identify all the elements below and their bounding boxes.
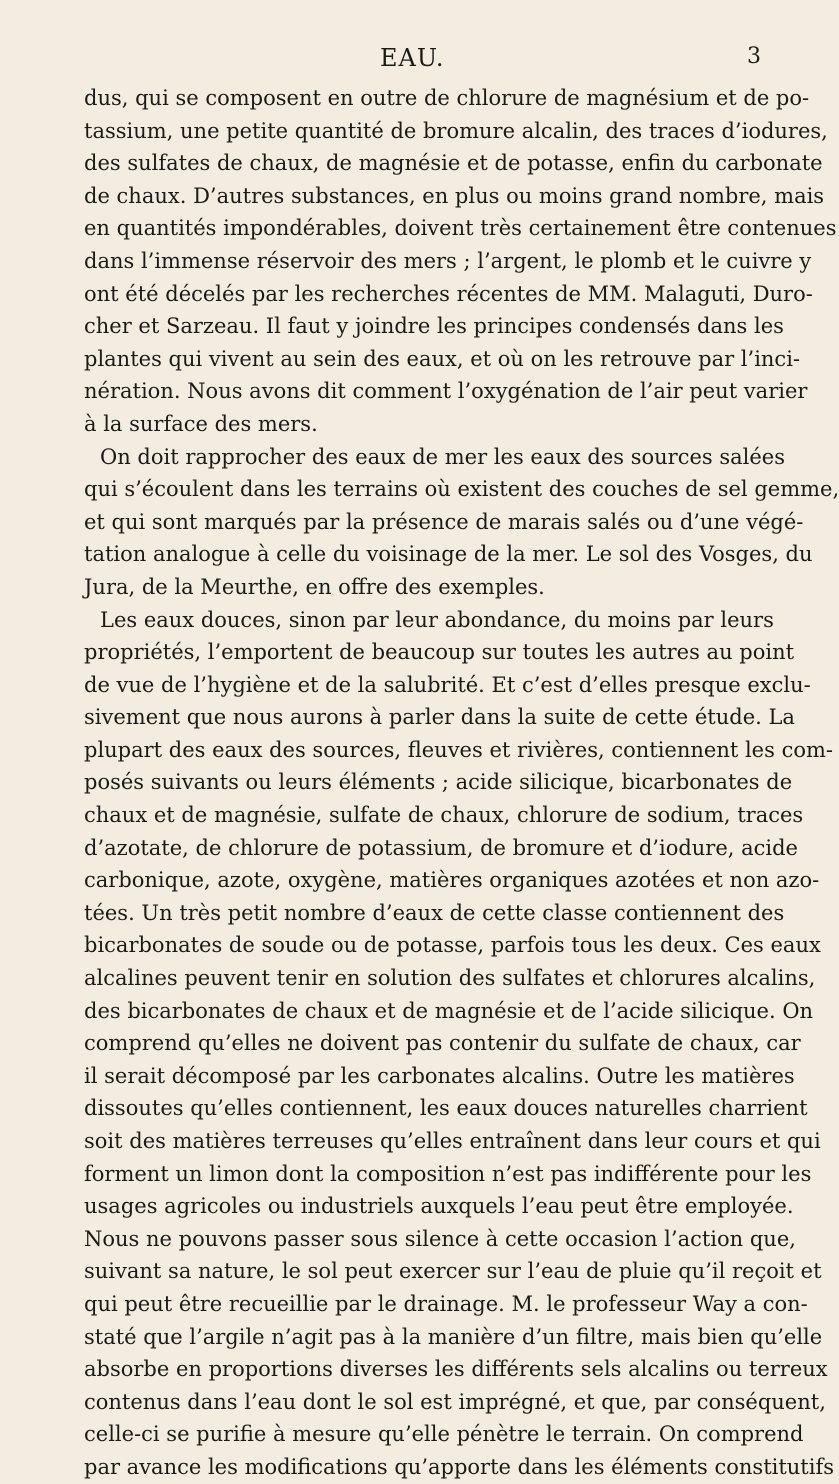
text-line: tation analogue à celle du voisinage de la mer. Le sol des Vosges, du: [84, 542, 813, 567]
text-line: forment un limon dont la composition n’est pas indifférente pour les: [84, 1161, 812, 1186]
text-line: contenus dans l’eau dont le sol est imprégné, et que, par conséquent,: [84, 1389, 826, 1414]
text-line: propriétés, l’emportent de beaucoup sur toutes les autres au point: [84, 640, 795, 665]
page-number: 3: [747, 44, 761, 69]
text-line: tées. Un très petit nombre d’eaux de cette classe contiennent des: [84, 900, 785, 925]
text-line: qui peut être recueillie par le drainage. M. le professeur Way a con-: [84, 1291, 808, 1316]
text-line: alcalines peuvent tenir en solution des sulfates et chlorures alcalins,: [84, 966, 816, 991]
text-line: ont été décelés par les recherches récentes de MM. Malaguti, Duro-: [84, 281, 813, 306]
text-line: dissoutes qu’elles contiennent, les eaux douces naturelles charrient: [84, 1096, 808, 1121]
text-line: celle-ci se purifie à mesure qu’elle pénètre le terrain. On comprend: [84, 1422, 804, 1447]
text-line: de chaux. D’autres substances, en plus ou moins grand nombre, mais: [84, 183, 825, 208]
text-line: staté que l’argile n’agit pas à la manière d’un filtre, mais bien qu’elle: [84, 1324, 823, 1349]
text-line: posés suivants ou leurs éléments ; acide silicique, bicarbonates de: [84, 770, 793, 795]
text-line: usages agricoles ou industriels auxquels l’eau peut être employée.: [84, 1194, 794, 1219]
text-line: plupart des eaux des sources, fleuves et rivières, contiennent les com-: [84, 737, 833, 762]
text-line: et qui sont marqués par la présence de marais salés ou d’une végé-: [84, 509, 804, 534]
running-title: EAU.: [380, 44, 445, 72]
paragraph-start-line: Les eaux douces, sinon par leur abondance, du moins par leurs: [100, 607, 774, 632]
text-line: sivement que nous aurons à parler dans la suite de cette étude. La: [84, 705, 795, 730]
text-line: dus, qui se composent en outre de chlorure de magnésium et de po-: [84, 86, 810, 110]
paragraph-start-line: On doit rapprocher des eaux de mer les eaux des sources salées: [100, 444, 785, 469]
text-line: Nous ne pouvons passer sous silence à cette occasion l’action que,: [84, 1226, 796, 1251]
text-line: en quantités impondérables, doivent très certainement être contenues: [84, 216, 837, 241]
text-line: cher et Sarzeau. Il faut y joindre les principes condensés dans les: [84, 314, 784, 339]
text-line: par avance les modifications qu’apporte dans les éléments constitutifs: [84, 1454, 835, 1479]
text-line: nération. Nous avons dit comment l’oxygénation de l’air peut varier: [84, 379, 808, 404]
text-line: dans l’immense réservoir des mers ; l’argent, le plomb et le cuivre y: [84, 248, 812, 273]
text-line: qui s’écoulent dans les terrains où existent des couches de sel gemme,: [84, 477, 839, 502]
text-line: tassium, une petite quantité de bromure alcalin, des traces d’iodures,: [84, 118, 828, 143]
text-line: soit des matières terreuses qu’elles entraînent dans leur cours et qui: [84, 1129, 821, 1153]
text-line: plantes qui vivent au sein des eaux, et où on les retrouve par l’inci-: [84, 346, 801, 371]
page-header: [0, 44, 800, 74]
text-line: carbonique, azote, oxygène, matières organiques azotées et non azo-: [84, 868, 820, 893]
text-line: des bicarbonates de chaux et de magnésie et de l’acide silicique. On: [84, 998, 814, 1023]
text-line: absorbe en proportions diverses les différents sels alcalins ou terreux: [84, 1357, 828, 1382]
text-line: des sulfates de chaux, de magnésie et de potasse, enfin du carbonate: [84, 151, 823, 176]
text-line: d’azotate, de chlorure de potassium, de bromure et d’iodure, acide: [84, 835, 798, 860]
text-line: suivant sa nature, le sol peut exercer sur l’eau de pluie qu’il reçoit et: [84, 1259, 822, 1284]
text-line: il serait décomposé par les carbonates alcalins. Outre les matières: [84, 1063, 795, 1088]
body-text: [84, 82, 839, 1484]
paragraph-end-line: Jura, de la Meurthe, en offre des exemples.: [84, 574, 545, 599]
text-line: bicarbonates de soude ou de potasse, parfois tous les deux. Ces eaux: [84, 933, 821, 958]
text-line: chaux et de magnésie, sulfate de chaux, chlorure de sodium, traces: [84, 803, 804, 828]
paragraph-end-line: à la surface des mers.: [84, 411, 318, 436]
text-line: comprend qu’elles ne doivent pas contenir du sulfate de chaux, car: [84, 1031, 801, 1056]
text-line: de vue de l’hygiène et de la salubrité. Et c’est d’elles presque exclu-: [84, 672, 811, 697]
